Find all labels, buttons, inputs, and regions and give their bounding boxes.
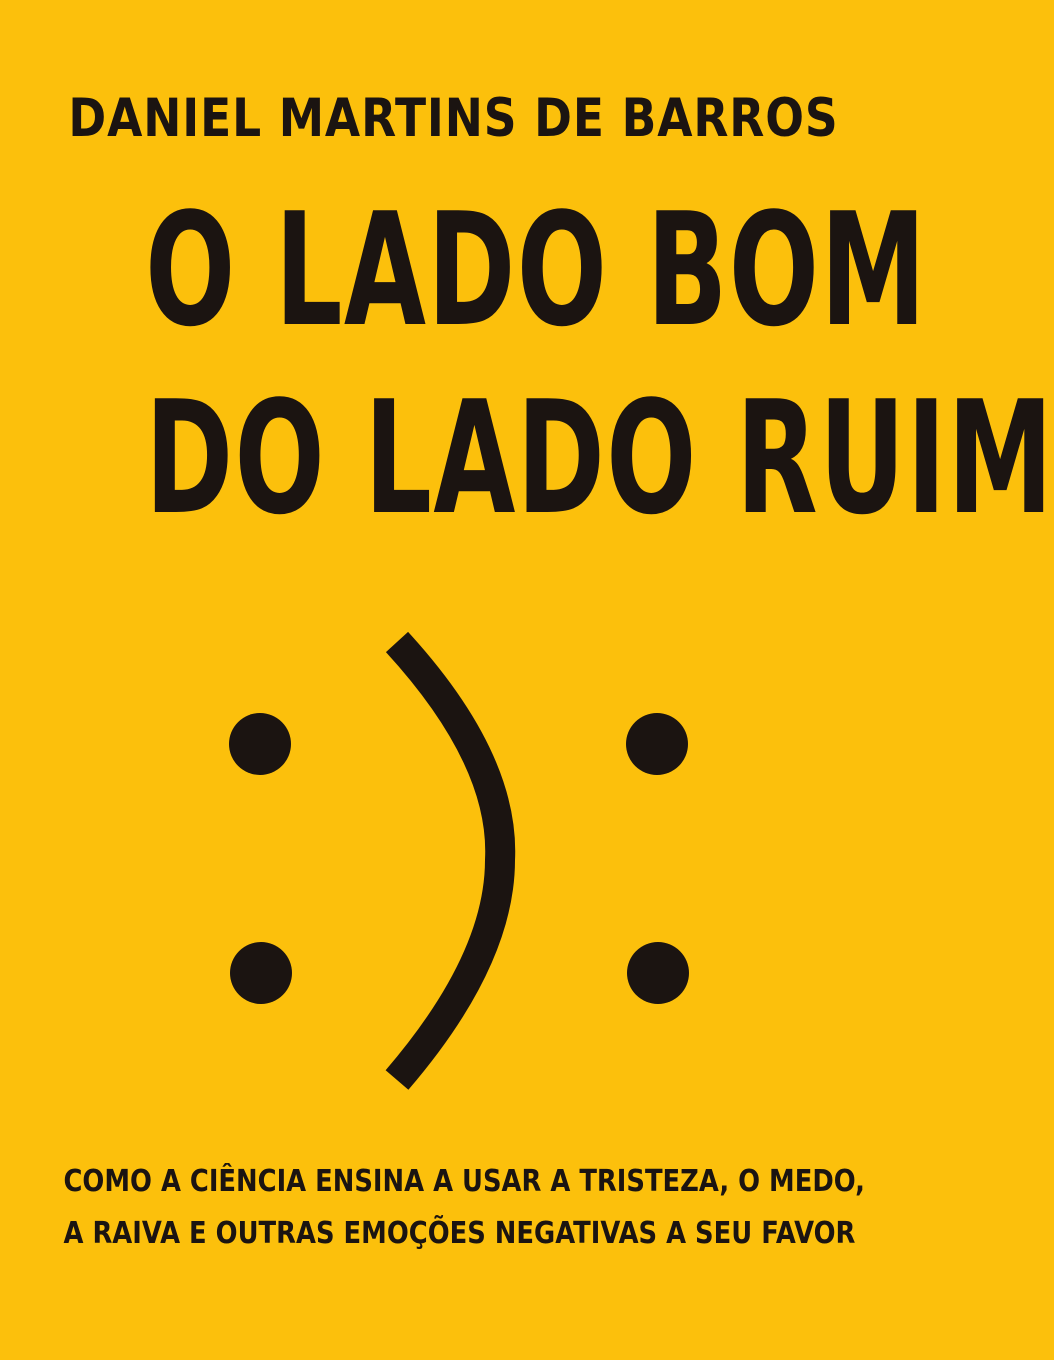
- right-eye-top-dot: [626, 713, 688, 775]
- right-eye-bottom-dot: [627, 942, 689, 1004]
- subtitle-line-2: A RAIVA E OUTRAS EMOÇÕES NEGATIVAS A SEU FAVOR: [63, 1216, 856, 1251]
- subtitle-line-1: COMO A CIÊNCIA ENSINA A USAR A TRISTEZA, O MEDO,: [63, 1164, 865, 1199]
- title-line-1: O LADO BOM: [145, 179, 928, 361]
- title-line-2: DO LADO RUIM: [145, 367, 1054, 549]
- smile-frown-emoticon-icon: [0, 600, 907, 1120]
- left-eye-bottom-dot: [230, 942, 292, 1004]
- parenthesis-mouth: [397, 642, 500, 1080]
- left-eye-top-dot: [229, 713, 291, 775]
- author-name: DANIEL MARTINS DE BARROS: [68, 88, 839, 149]
